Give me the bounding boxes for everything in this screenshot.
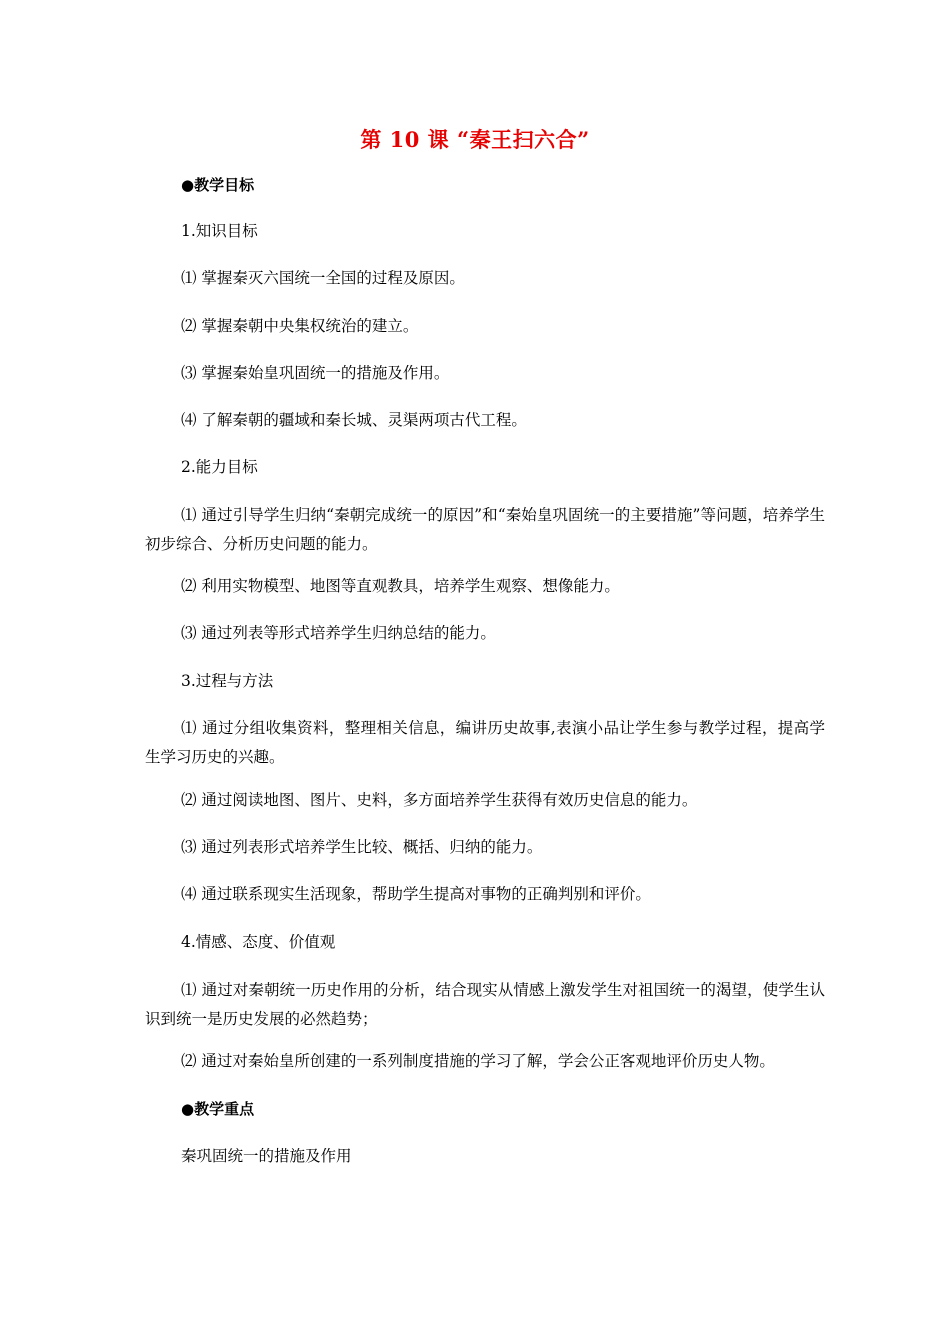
ability-item-1: ⑴ 通过引导学生归纳“秦朝完成统一的原因”和“秦始皇巩固统一的主要措施”等问题，培养学生初步综合、分析历史问题的能力。 <box>145 506 825 553</box>
ability-objectives-label: 2.能力目标 <box>181 458 258 476</box>
ability-item-2: ⑵ 利用实物模型、地图等直观教具，培养学生观察、想像能力。 <box>181 577 620 595</box>
emotion-values-label: 4.情感、态度、价值观 <box>181 933 336 951</box>
knowledge-item-3: ⑶ 掌握秦始皇巩固统一的措施及作用。 <box>181 364 450 382</box>
knowledge-item-1: ⑴ 掌握秦灭六国统一全国的过程及原因。 <box>181 269 465 287</box>
knowledge-item-4: ⑷ 了解秦朝的疆域和秦长城、灵渠两项古代工程。 <box>181 411 527 429</box>
process-item-1: ⑴ 通过分组收集资料，整理相关信息，编讲历史故事,表演小品让学生参与教学过程，提高学生学习历史的兴趣。 <box>145 719 825 766</box>
knowledge-objectives-label: 1.知识目标 <box>181 222 258 240</box>
objectives-heading: ●教学目标 <box>181 176 255 194</box>
process-item-4: ⑷ 通过联系现实生活现象，帮助学生提高对事物的正确判别和评价。 <box>181 885 651 903</box>
process-method-label: 3.过程与方法 <box>181 672 274 690</box>
ability-item-3: ⑶ 通过列表等形式培养学生归纳总结的能力。 <box>181 624 496 642</box>
keypoint-heading: ●教学重点 <box>181 1100 255 1118</box>
knowledge-item-2: ⑵ 掌握秦朝中央集权统治的建立。 <box>181 317 419 335</box>
emotion-item-2: ⑵ 通过对秦始皇所创建的一系列制度措施的学习了解，学会公正客观地评价历史人物。 <box>181 1052 775 1070</box>
keypoint-text: 秦巩固统一的措施及作用 <box>181 1147 352 1165</box>
process-item-3: ⑶ 通过列表形式培养学生比较、概括、归纳的能力。 <box>181 838 543 856</box>
process-item-2: ⑵ 通过阅读地图、图片、史料，多方面培养学生获得有效历史信息的能力。 <box>181 791 698 809</box>
page-title: 第 10 课 “秦王扫六合” <box>360 127 590 152</box>
emotion-item-1: ⑴ 通过对秦朝统一历史作用的分析，结合现实从情感上激发学生对祖国统一的渴望，使学生认识到统一是历史发展的必然趋势； <box>145 981 825 1028</box>
